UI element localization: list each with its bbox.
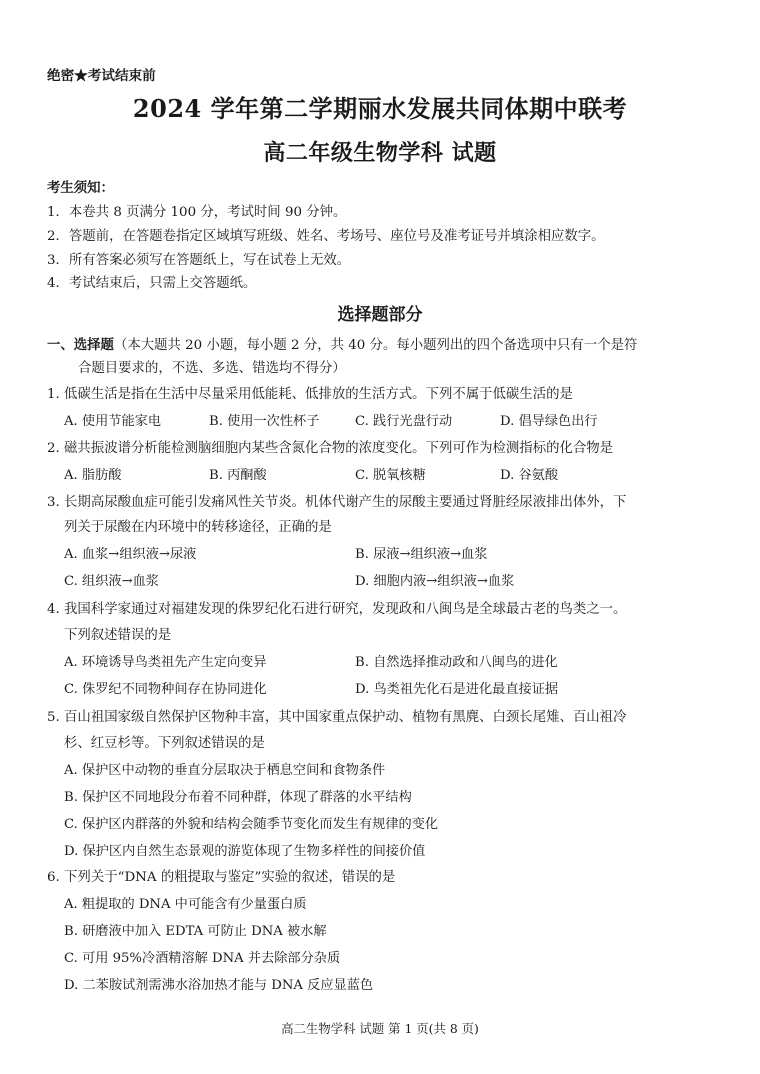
- option-b: B. 使用一次性杯子: [209, 414, 320, 429]
- option-a: A. 环境诱导鸟类祖先产生定向变异: [64, 655, 267, 670]
- notice-item: 1．本卷共 8 页满分 100 分，考试时间 90 分钟。: [47, 205, 347, 220]
- option-b: B. 保护区不同地段分布着不同种群，体现了群落的水平结构: [64, 790, 412, 805]
- option-b: B. 研磨液中加入 EDTA 可防止 DNA 被水解: [64, 924, 327, 939]
- secret-label: 绝密★考试结束前: [47, 68, 156, 84]
- question-stem-cont: 下列叙述错误的是: [64, 628, 172, 643]
- notice-heading: 考生须知：: [47, 180, 114, 196]
- option-a: A. 保护区中动物的垂直分层取决于栖息空间和食物条件: [64, 763, 386, 778]
- part1-desc: （本大题共 20 小题，每小题 2 分，共 40 分。每小题列出的四个备选项中只有一个是符: [113, 338, 638, 353]
- option-c: C. 践行光盘行动: [355, 414, 453, 429]
- question-stem: 5. 百山祖国家级自然保护区物种丰富，其中国家重点保护动、植物有黑麂、白颈长尾雉、百山祖冷: [47, 710, 627, 725]
- option-d: D. 倡导绿色出行: [500, 414, 598, 429]
- option-c: C. 侏罗纪不同物种间存在协同进化: [64, 682, 267, 697]
- part1-desc-cont: 合题目要求的，不选、多选、错选均不得分）: [78, 361, 346, 376]
- option-b: B. 尿液→组织液→血浆: [355, 547, 488, 562]
- option-d: D. 谷氨酸: [500, 468, 559, 483]
- option-b: B. 自然选择推动政和八闽鸟的进化: [355, 655, 558, 670]
- question-stem-cont: 杉、红豆杉等。下列叙述错误的是: [64, 736, 265, 751]
- question-stem: 2. 磁共振波谱分析能检测脑细胞内某些含氮化合物的浓度变化。下列可作为检测指标的化合物是: [47, 441, 614, 456]
- exam-title: 2024 学年第二学期丽水发展共同体期中联考: [132, 94, 628, 123]
- notice-item: 3．所有答案必须写在答题纸上，写在试卷上无效。: [47, 253, 351, 268]
- question-stem: 4. 我国科学家通过对福建发现的侏罗纪化石进行研究，发现政和八闽鸟是全球最古老的鸟类之一。: [47, 602, 627, 617]
- option-d: D. 保护区内自然生态景观的游览体现了生物多样性的间接价值: [64, 844, 426, 859]
- question-stem: 3. 长期高尿酸血症可能引发痛风性关节炎。机体代谢产生的尿酸主要通过肾脏经尿液排出体外，下: [47, 495, 627, 510]
- notice-item: 2．答题前，在答题卷指定区域填写班级、姓名、考场号、座位号及准考证号并填涂相应数字。: [47, 229, 605, 244]
- option-c: C. 组织液→血浆: [64, 574, 159, 589]
- option-a: A. 脂肪酸: [64, 468, 122, 483]
- option-d: D. 二苯胺试剂需沸水浴加热才能与 DNA 反应显蓝色: [64, 978, 374, 993]
- question-stem: 6. 下列关于“DNA 的粗提取与鉴定”实验的叙述，错误的是: [47, 870, 396, 885]
- part1-label: 一、选择题: [47, 337, 114, 353]
- option-c: C. 可用 95%冷酒精溶解 DNA 并去除部分杂质: [64, 951, 341, 966]
- option-a: A. 粗提取的 DNA 中可能含有少量蛋白质: [64, 897, 307, 912]
- question-stem-cont: 列关于尿酸在内环境中的转移途径，正确的是: [64, 520, 332, 535]
- notice-item: 4．考试结束后，只需上交答题纸。: [47, 276, 257, 291]
- option-c: C. 保护区内群落的外貌和结构会随季节变化而发生有规律的变化: [64, 817, 439, 832]
- page-footer: 高二生物学科 试题 第 1 页(共 8 页): [281, 1021, 479, 1036]
- option-d: D. 鸟类祖先化石是进化最直接证据: [355, 682, 559, 697]
- option-b: B. 丙酮酸: [209, 468, 267, 483]
- section-title: 选择题部分: [337, 305, 423, 325]
- part1-header: [47, 334, 637, 353]
- option-c: C. 脱氧核糖: [355, 468, 426, 483]
- option-a: A. 血浆→组织液→尿液: [64, 547, 197, 562]
- option-d: D. 细胞内液→组织液→血浆: [355, 574, 515, 589]
- question-stem: 1. 低碳生活是指在生活中尽量采用低能耗、低排放的生活方式。下列不属于低碳生活的是: [47, 387, 573, 402]
- exam-subtitle: 高二年级生物学科 试题: [263, 140, 497, 166]
- option-a: A. 使用节能家电: [64, 414, 162, 429]
